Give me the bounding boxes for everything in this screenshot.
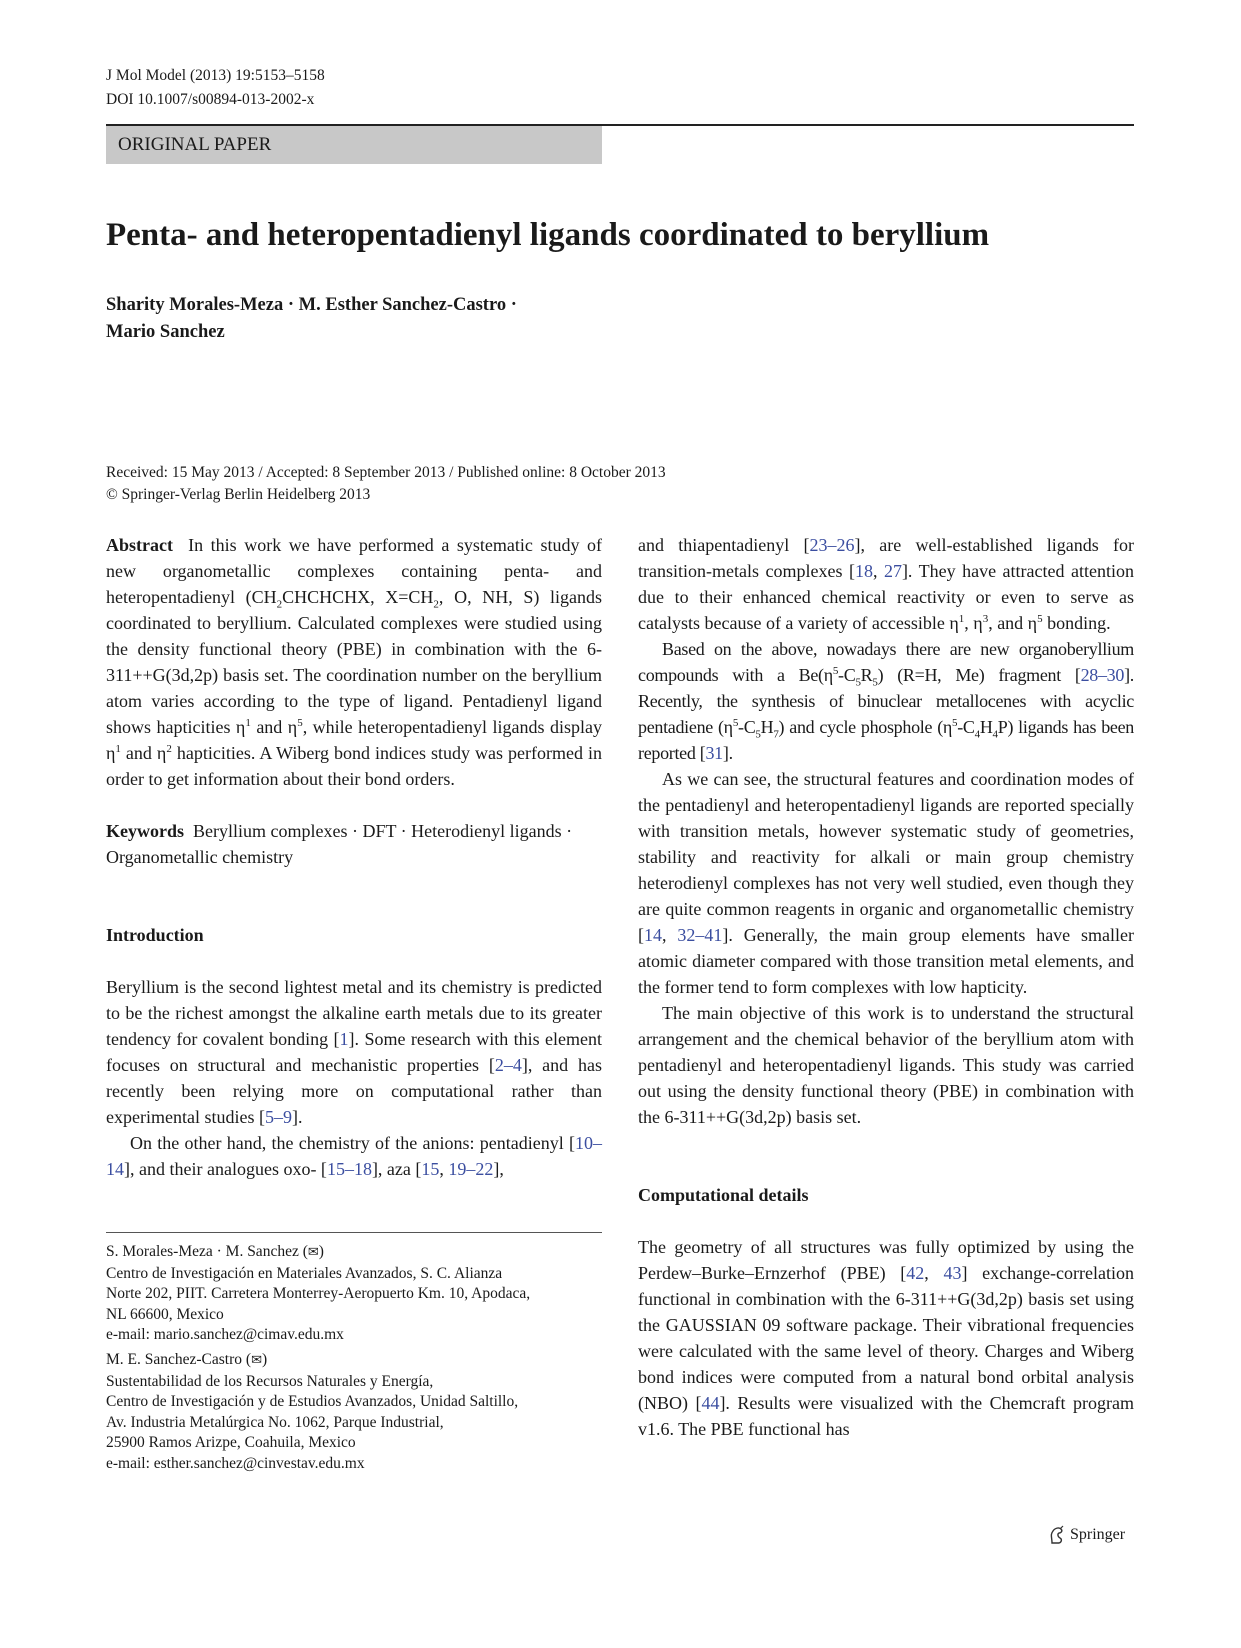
- author-separator: ·: [287, 295, 295, 315]
- reference-link[interactable]: 15: [421, 1159, 440, 1179]
- paper-title: Penta- and heteropentadienyl ligands coordinated to beryllium: [106, 217, 990, 253]
- right-column: [638, 532, 1134, 1442]
- email-link[interactable]: e-mail: mario.sanchez@cimav.edu.mx: [106, 1326, 344, 1343]
- reference-link[interactable]: 42: [906, 1263, 925, 1283]
- computational-details-heading: Computational details: [638, 1185, 809, 1205]
- envelope-icon: ✉: [307, 1245, 319, 1260]
- keywords-label: Keywords: [106, 821, 184, 841]
- methods-paragraph: The geometry of all structures was fully optimized by using the Perdew–Burke–Ernzerhof (PBE) [42, 43] exchange-correlation functional in combination with the 6-311++G(3d,2p) basis set using the GAUSSIAN 09 software package. Their vibrational frequencies were calculated with the same level of theory. Charges and Wiberg bond indices were computed from a natural bond orbital analysis (NBO) [44]. Results were visualized with the Chemcraft program v1.6. The PBE functional has: [638, 1237, 1135, 1439]
- affiliation-1: S. Morales-Meza · M. Sanchez (✉) Centro de Investigación en Materiales Avanzados, S. C. Alianza Norte 202, PIIT. Carretera Monterrey-Aeropuerto Km. 10, Apodaca, NL 66600, Mexico e-mail: mario.sanchez@cimav.edu.mx: [106, 1242, 602, 1346]
- section-tag: ORIGINAL PAPER: [106, 126, 602, 164]
- reference-link[interactable]: 23–26: [809, 535, 855, 555]
- abstract: Abstract In this work we have performed a systematic study of new organometallic complexes containing penta- and heteropentadienyl ($CH_2CHCHCHX$, $X=CH_2$, O, NH, S) ligands coordinated to beryllium. Calculated complexes were studied using the density functional theory (PBE) in combination with the 6-311++G(3d,2p) basis set. The coordination number on the beryllium atom varies according to the type of ligand. Pentadienyl ligand shows hapticities $\eta^1$ and $\eta^5$, while heteropentadienyl ligands display $\eta^1$ and $\eta^2$ hapticities. A Wiberg bond indices study was performed in order to get information about their bond orders.: [106, 535, 603, 789]
- footnote-rule: [106, 1232, 602, 1233]
- reference-link[interactable]: 27: [883, 561, 902, 581]
- springer-horse-icon: [1048, 1525, 1066, 1545]
- email-link[interactable]: e-mail: esther.sanchez@cinvestav.edu.mx: [106, 1454, 365, 1472]
- abstract-label: Abstract: [106, 535, 173, 555]
- publisher-mark: [1048, 1524, 1125, 1546]
- reference-link[interactable]: 32–41: [677, 925, 723, 945]
- reference-link[interactable]: 44: [701, 1393, 720, 1413]
- reference-link[interactable]: 18: [854, 561, 873, 581]
- reference-link[interactable]: 14: [644, 925, 662, 945]
- reference-link[interactable]: 43: [943, 1263, 962, 1283]
- reference-link[interactable]: 5–9: [264, 1107, 292, 1127]
- intro-paragraph: As we can see, the structural features and coordination modes of the pentadienyl and heteropentadienyl ligands are reported specially with transition metals, however systematic study of geometries, stability and reactivity for alkali or main group chemistry heterodienyl complexes has not very well studied, even though they are quite common reagents in organic and organometallic chemistry [14, 32–41]. Generally, the main group elements have smaller atomic diameter compared with those transition metal elements, and the former tend to form complexes with low hapticity.: [638, 769, 1135, 997]
- reference-link[interactable]: 31: [705, 743, 723, 763]
- affiliation-2: M. E. Sanchez-Castro (✉) Sustentabilidad de los Recursos Naturales y Energía, Centro de Investigación y de Estudios Avanzados, Unidad Saltillo, Av. Industria Metalúrgica No. 1062, Parque Industrial, 25900 Ramos Arizpe, Coahuila, Mexico e-mail: esther.sanchez@cinvestav.edu.mx: [106, 1350, 602, 1474]
- keywords: Keywords Beryllium complexes · DFT · Heterodienyl ligands · Organometallic chemistry: [106, 821, 573, 867]
- reference-link[interactable]: 2–4: [494, 1055, 522, 1075]
- journal-header: [106, 64, 325, 112]
- author-name: Mario Sanchez: [106, 322, 225, 342]
- author-name: M. Esther Sanchez-Castro: [298, 295, 507, 315]
- envelope-icon: ✉: [251, 1353, 262, 1368]
- intro-paragraph: On the other hand, the chemistry of the anions: pentadienyl [10–14], and their analogues oxo- [15–18], aza [15, 19–22],: [106, 1133, 602, 1179]
- author-separator: ·: [510, 295, 517, 315]
- reference-link[interactable]: 28–30: [1080, 665, 1125, 685]
- doi[interactable]: DOI 10.1007/s00894-013-2002-x: [106, 91, 315, 108]
- intro-paragraph: Based on the above, nowadays there are new organoberyllium compounds with a $Be(\eta^5-C_5R_5)$ (R=H, Me) fragment [28–30]. Recently, the synthesis of binuclear metallocenes with acyclic pentadiene $(\eta^5-C_5H_7)$ and cycle phosphole $(\eta^5-C_4H_4P)$ ligands has been reported [31].: [638, 639, 1135, 763]
- author-name: Sharity Morales-Meza: [106, 295, 284, 315]
- received-accepted-line: Received: 15 May 2013 / Accepted: 8 September 2013 / Published online: 8 October 2013: [106, 464, 666, 481]
- reference-link[interactable]: 15–18: [326, 1159, 372, 1179]
- reference-link[interactable]: 19–22: [448, 1159, 494, 1179]
- intro-paragraph: Beryllium is the second lightest metal and its chemistry is predicted to be the richest amongst the alkaline earth metals due to its greater tendency for covalent bonding [1]. Some research with this element focuses on structural and mechanistic properties [2–4], and has recently been relying more on computational rather than experimental studies [5–9].: [106, 977, 602, 1127]
- copyright-line: © Springer-Verlag Berlin Heidelberg 2013: [106, 486, 371, 503]
- left-column: [106, 532, 602, 1182]
- reference-link[interactable]: 10–14: [106, 1133, 602, 1179]
- author-list: [106, 292, 517, 346]
- publication-dates: [106, 462, 666, 506]
- intro-paragraph: The main objective of this work is to understand the structural arrangement and the chemical behavior of the beryllium atom with pentadienyl and heteropentadienyl ligands. This study was carried out using the density functional theory (PBE) in combination with the 6-311++G(3d,2p) basis set.: [638, 1003, 1134, 1127]
- intro-paragraph: and thiapentadienyl [23–26], are well-established ligands for transition-metals complexes [18, 27]. They have attracted attention due to their enhanced chemical reactivity or even to serve as catalysts because of a variety of accessible $\eta^1$, $\eta^3$, and $\eta^5$ bonding.: [638, 535, 1134, 633]
- reference-link[interactable]: 1: [339, 1029, 349, 1049]
- journal-citation: J Mol Model (2013) 19:5153–5158: [106, 67, 325, 84]
- publisher-name: Springer: [1070, 1526, 1126, 1543]
- introduction-heading: Introduction: [106, 925, 204, 945]
